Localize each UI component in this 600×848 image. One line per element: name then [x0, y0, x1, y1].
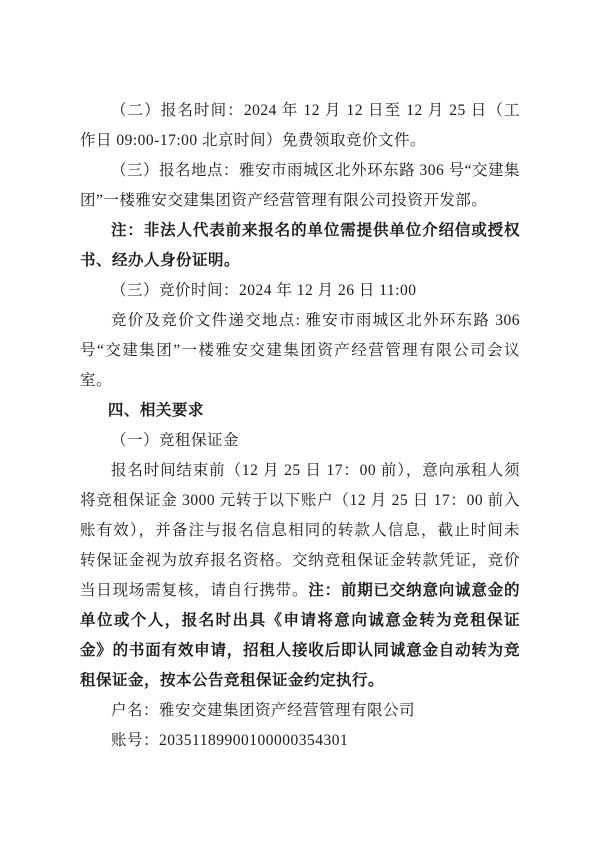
- account-holder-value: 雅安交建集团资产经营管理有限公司: [159, 702, 416, 719]
- paragraph-bid-submission-location: 竞价及竞价文件递交地点: 雅安市雨城区北外环东路 306 号“交建集团”一楼雅安交建集团资产经营管理有限公司会议室。: [80, 312, 520, 389]
- deposit-requirements-text: 报名时间结束前（12 月 25 日 17：00 前），意向承租人须将竞租保证金 3000 元转于以下账户（12 月 25 日 17：00 前入账有效），并备注与报名信息相同的转款人信息，截止时间未转保证金视为放弃报名资格。交纳竞租保证金转款凭证，竞价当日现场需复核，请自行携带。: [80, 462, 520, 599]
- paragraph-deposit-requirements: [80, 456, 520, 696]
- account-holder-row: [80, 696, 520, 726]
- note-non-legal-representative: 注：非法人代表前来报名的单位需提供单位介绍信或授权书、经办人身份证明。: [80, 222, 520, 269]
- account-holder-label: 户名：: [111, 702, 160, 719]
- subsection-heading-deposit: （一）竞租保证金: [111, 432, 240, 449]
- account-number-label: 账号：: [111, 732, 160, 749]
- section-heading-requirements: 四、相关要求: [107, 402, 204, 419]
- account-number-value: 20351189900100000354301: [159, 732, 349, 749]
- note-deposit-conversion: 注：前期已交纳意向诚意金的单位或个人，报名时出具《申请将意向诚意金转为竞租保证金》的书面有效申请，招租人接收后即认同诚意金自动转为竞租保证金，按本公告竞租保证金约定执行。: [80, 582, 520, 689]
- paragraph-registration-location: （三）报名地点：雅安市雨城区北外环东路 306 号“交建集团”一楼雅安交建集团资产经营管理有限公司投资开发部。: [80, 162, 520, 209]
- account-number-row: [80, 726, 520, 756]
- paragraph-registration-time: （二）报名时间：2024 年 12 月 12 日至 12 月 25 日（工作日 09:00-17:00 北京时间）免费领取竞价文件。: [80, 102, 520, 149]
- paragraph-bidding-time: （三）竞价时间：2024 年 12 月 26 日 11:00: [111, 282, 417, 299]
